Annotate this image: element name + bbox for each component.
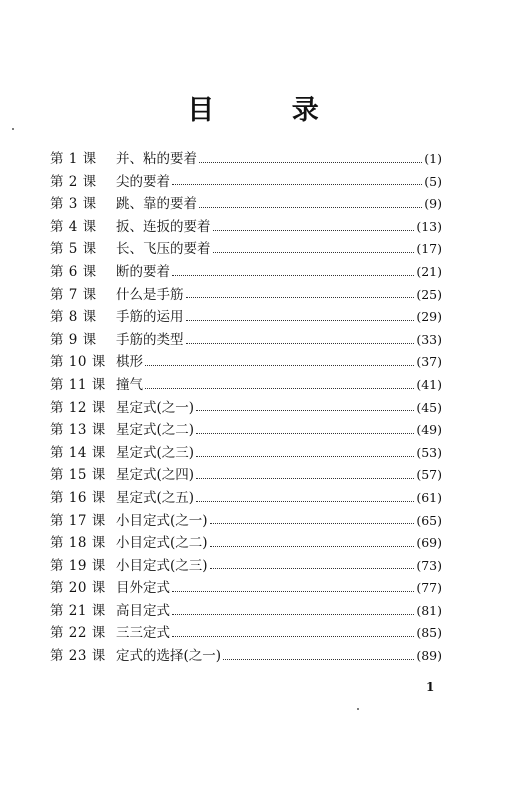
dot-leader xyxy=(199,207,422,208)
lesson-page: (81) xyxy=(416,602,442,618)
dot-leader xyxy=(210,523,415,524)
lesson-page: (21) xyxy=(416,263,442,279)
lesson-page: (61) xyxy=(416,489,442,505)
lesson-page: (33) xyxy=(416,331,442,347)
lesson-number: 第 15 课 xyxy=(50,467,106,484)
toc-entry xyxy=(50,306,442,329)
toc-entry xyxy=(50,419,442,442)
toc-entry xyxy=(50,397,442,420)
lesson-number: 第 9 课 xyxy=(50,331,97,348)
page-title: 目 录 xyxy=(187,95,353,126)
toc-entry xyxy=(50,622,442,645)
lesson-title: 星定式(之二) xyxy=(116,422,195,439)
toc-entry xyxy=(50,577,442,600)
toc-entry xyxy=(50,193,442,216)
lesson-number: 第 3 课 xyxy=(50,196,97,213)
lesson-title: 跳、靠的要着 xyxy=(116,196,197,213)
lesson-title: 小目定式(之三) xyxy=(116,557,208,574)
lesson-number: 第 17 课 xyxy=(50,512,106,529)
lesson-title: 三三定式 xyxy=(116,625,170,642)
lesson-title: 星定式(之五) xyxy=(116,489,195,506)
toc-entry xyxy=(50,510,442,533)
lesson-page: (41) xyxy=(416,376,442,392)
dot-leader xyxy=(172,275,414,276)
dot-leader xyxy=(172,614,414,615)
toc-entry xyxy=(50,171,442,194)
lesson-number: 第 10 课 xyxy=(50,354,106,371)
dot-leader xyxy=(186,343,415,344)
lesson-number: 第 4 课 xyxy=(50,218,97,235)
lesson-page: (49) xyxy=(416,422,442,438)
dot-leader xyxy=(186,320,415,321)
lesson-title: 高目定式 xyxy=(116,602,170,619)
toc-entry xyxy=(50,442,442,465)
lesson-title: 尖的要着 xyxy=(116,173,170,190)
dot-leader xyxy=(210,568,415,569)
lesson-page: (85) xyxy=(416,625,442,641)
lesson-title: 手筋的运用 xyxy=(116,309,184,326)
lesson-number: 第 12 课 xyxy=(50,399,106,416)
scan-speck xyxy=(357,708,359,710)
lesson-page: (57) xyxy=(416,467,442,483)
dot-leader xyxy=(172,636,414,637)
lesson-number: 第 8 课 xyxy=(50,309,97,326)
lesson-number: 第 1 课 xyxy=(50,151,97,167)
dot-leader xyxy=(186,297,415,298)
lesson-number: 第 23 课 xyxy=(50,648,106,665)
lesson-title: 小目定式(之一) xyxy=(116,512,208,529)
page-number: 1 xyxy=(426,680,435,694)
toc-entry xyxy=(50,148,442,171)
lesson-page: (89) xyxy=(416,648,442,664)
lesson-page: (69) xyxy=(416,535,442,551)
toc-entry xyxy=(50,487,442,510)
lesson-title: 并、粘的要着 xyxy=(116,151,197,167)
dot-leader xyxy=(213,252,415,253)
dot-leader xyxy=(196,410,414,411)
lesson-number: 第 18 课 xyxy=(50,535,106,552)
lesson-number: 第 22 课 xyxy=(50,625,106,642)
lesson-title: 扳、连扳的要着 xyxy=(116,218,211,235)
lesson-page: (29) xyxy=(416,309,442,325)
toc-entry xyxy=(50,645,442,668)
lesson-page: (45) xyxy=(416,399,442,415)
dot-leader xyxy=(172,184,422,185)
lesson-number: 第 13 课 xyxy=(50,422,106,439)
lesson-page: (77) xyxy=(416,580,442,596)
dot-leader xyxy=(196,433,414,434)
toc-entry xyxy=(50,284,442,307)
scan-speck xyxy=(12,128,14,130)
lesson-number: 第 16 课 xyxy=(50,489,106,506)
toc-entry xyxy=(50,261,442,284)
lesson-title: 星定式(之一) xyxy=(116,399,195,416)
dot-leader xyxy=(196,478,414,479)
lesson-number: 第 11 课 xyxy=(50,376,106,393)
dot-leader xyxy=(210,546,415,547)
toc-entry xyxy=(50,464,442,487)
lesson-number: 第 21 课 xyxy=(50,602,106,619)
toc-entry xyxy=(50,600,442,623)
toc-entry xyxy=(50,351,442,374)
dot-leader xyxy=(172,591,414,592)
lesson-page: (65) xyxy=(416,512,442,528)
toc-entry xyxy=(50,329,442,352)
lesson-number: 第 5 课 xyxy=(50,241,97,258)
lesson-title: 目外定式 xyxy=(116,580,170,597)
lesson-title: 棋形 xyxy=(116,354,143,371)
lesson-title: 长、飞压的要着 xyxy=(116,241,211,258)
toc-entry xyxy=(50,532,442,555)
lesson-number: 第 6 课 xyxy=(50,263,97,280)
dot-leader xyxy=(196,501,414,502)
lesson-title: 撞气 xyxy=(116,376,143,393)
lesson-number: 第 2 课 xyxy=(50,173,97,190)
dot-leader xyxy=(223,659,414,660)
lesson-title: 什么是手筋 xyxy=(116,286,184,303)
lesson-page: (37) xyxy=(416,354,442,370)
lesson-number: 第 20 课 xyxy=(50,580,106,597)
lesson-number: 第 7 课 xyxy=(50,286,97,303)
dot-leader xyxy=(199,162,422,163)
toc-entry xyxy=(50,555,442,578)
lesson-number: 第 14 课 xyxy=(50,444,106,461)
lesson-title: 手筋的类型 xyxy=(116,331,184,348)
lesson-page: (1) xyxy=(424,151,442,166)
lesson-page: (73) xyxy=(416,557,442,573)
lesson-page: (5) xyxy=(424,173,442,189)
table-of-contents xyxy=(50,148,442,668)
lesson-title: 星定式(之三) xyxy=(116,444,195,461)
toc-entry xyxy=(50,216,442,239)
toc-entry xyxy=(50,374,442,397)
lesson-number: 第 19 课 xyxy=(50,557,106,574)
lesson-title: 定式的选择(之一) xyxy=(116,648,222,665)
toc-entry xyxy=(50,238,442,261)
lesson-page: (13) xyxy=(416,218,442,234)
dot-leader xyxy=(145,365,414,366)
lesson-page: (53) xyxy=(416,444,442,460)
lesson-title: 小目定式(之二) xyxy=(116,535,208,552)
lesson-title: 断的要着 xyxy=(116,263,170,280)
dot-leader xyxy=(145,388,414,389)
dot-leader xyxy=(196,456,414,457)
lesson-page: (17) xyxy=(416,241,442,257)
lesson-title: 星定式(之四) xyxy=(116,467,195,484)
lesson-page: (9) xyxy=(424,196,442,212)
lesson-page: (25) xyxy=(416,286,442,302)
dot-leader xyxy=(213,230,415,231)
